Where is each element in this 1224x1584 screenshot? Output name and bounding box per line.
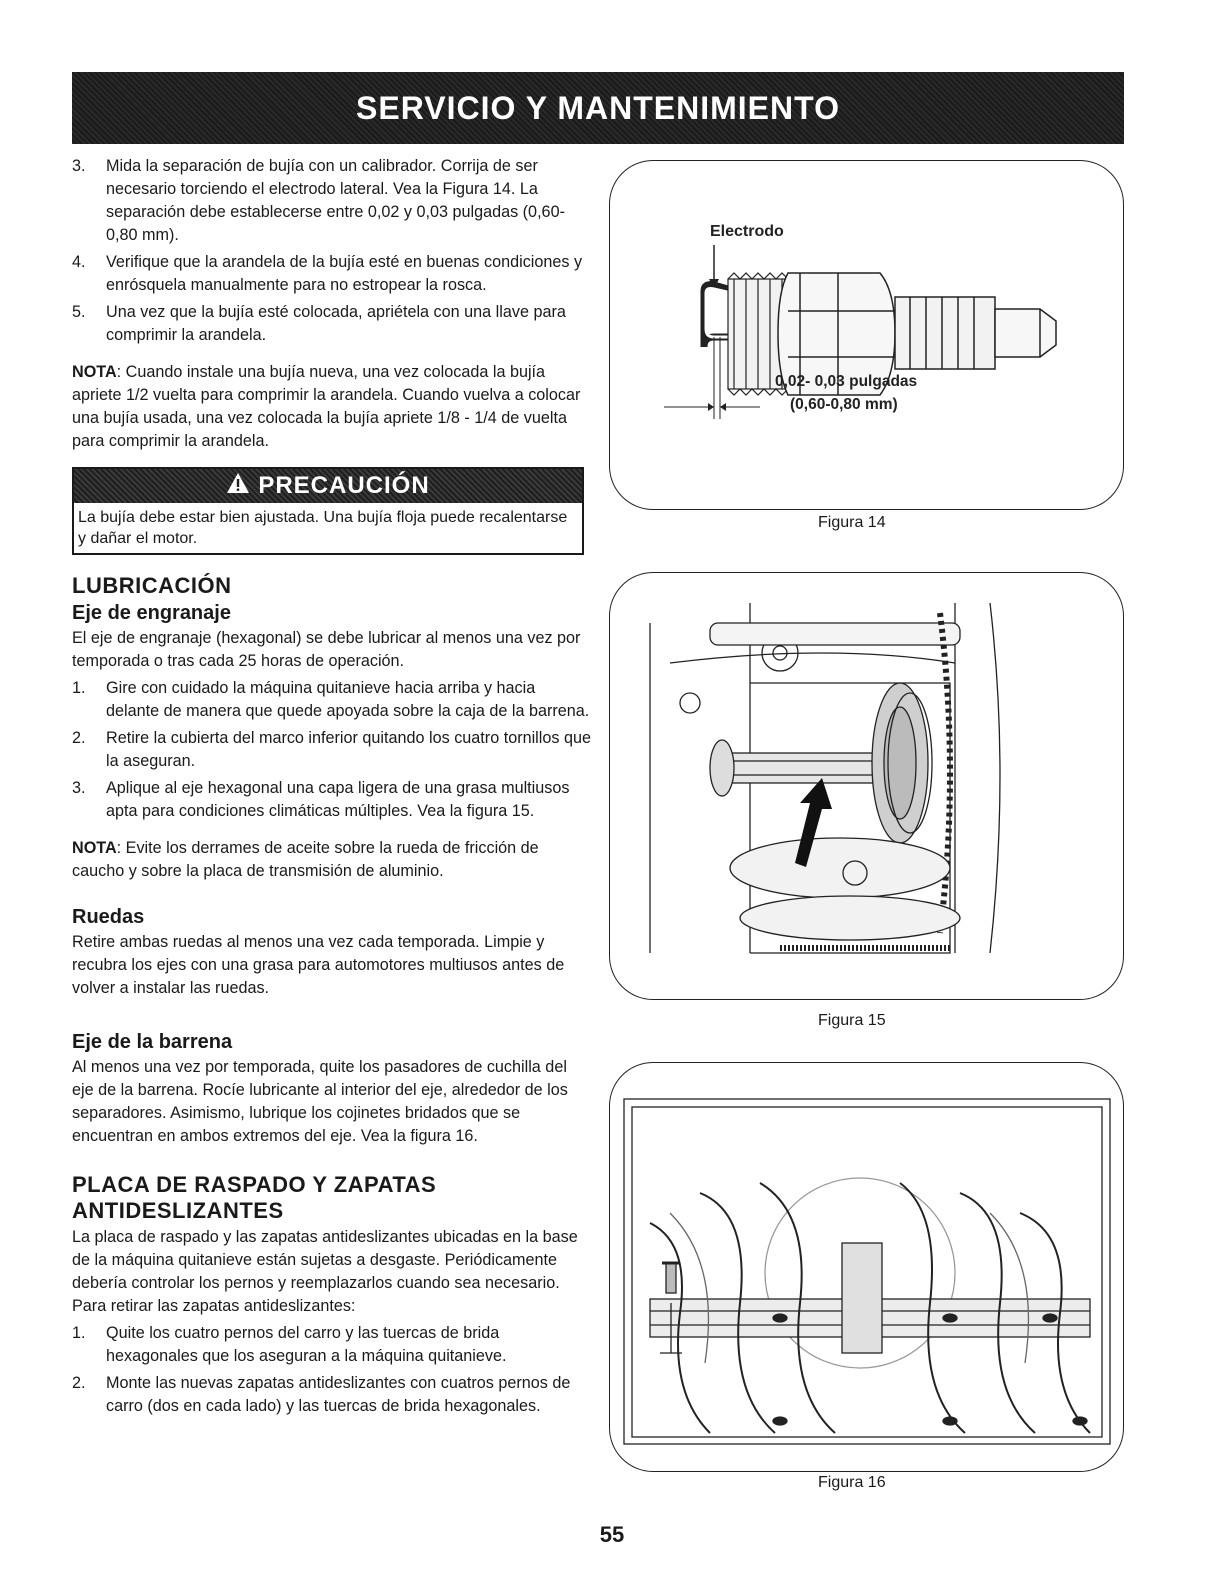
figure-15-gear-shaft	[609, 572, 1124, 1000]
list-item: 3. Aplique al eje hexagonal una capa ligera de una grasa multiusos apta para condiciones climáticas múltiples. Vea la figura 15.	[72, 779, 570, 820]
gear-shaft-note: NOTA: Evite los derrames de aceite sobre la rueda de fricción de caucho y sobre la placa de transmisión de aluminio.	[72, 839, 539, 880]
list-item: 1. Quite los cuatro pernos del carro y las tuercas de brida hexagonales que los aseguran a la máquina quitanieve.	[72, 1324, 507, 1365]
gap-label-mm: (0,60-0,80 mm)	[790, 396, 898, 413]
gear-shaft-intro: El eje de engranaje (hexagonal) se debe lubricar al menos una vez por temporada o tras cada 25 horas de operación.	[72, 629, 581, 670]
wheels-text: Retire ambas ruedas al menos una vez cada temporada. Limpie y recubra los ejes con una grasa para automotores multiusos antes de volver a instalar las ruedas.	[72, 933, 565, 997]
gear-shaft-illustration	[610, 573, 1124, 1000]
gear-shaft-heading: Eje de engranaje	[72, 602, 231, 624]
list-item: 4. Verifique que la arandela de la bujía esté en buenas condiciones y enrósquela manualmente para no estropear la rosca.	[72, 253, 583, 294]
section-title: SERVICIO Y MANTENIMIENTO	[356, 89, 840, 126]
scraper-steps	[72, 1322, 592, 1418]
electrode-label: Electrodo	[710, 223, 784, 240]
caution-title: PRECAUCIÓN	[258, 472, 430, 499]
scraper-subtitle: Para retirar las zapatas antideslizantes:	[72, 1297, 356, 1315]
list-item: 5. Una vez que la bujía esté colocada, apriétela con una llave para comprimir la arandela.	[72, 303, 566, 344]
auger-shaft-text: Al menos una vez por temporada, quite los pasadores de cuchilla del eje de la barrena. Rocíe lubricante al interior del eje, alrededor de los separadores. Asimismo, lubrique los cojinetes bridados que se encuentran en ambos extremos del eje. Vea la figura 16.	[72, 1058, 568, 1145]
figure-16-caption: Figura 16	[818, 1474, 886, 1491]
caution-header	[74, 469, 582, 503]
figure-16-auger	[609, 1062, 1124, 1472]
figure-14-spark-plug	[609, 160, 1124, 510]
wheels-heading: Ruedas	[72, 906, 145, 928]
section-banner	[72, 72, 1124, 144]
page-number: 55	[599, 1522, 625, 1547]
auger-shaft-heading: Eje de la barrena	[72, 1031, 233, 1053]
spark-plug-illustration	[610, 161, 1124, 510]
spark-note: NOTA: Cuando instale una bujía nueva, una vez colocada la bujía apriete 1/2 vuelta para comprimir la arandela. Cuando vuelva a colocar una bujía usada, una vez colocada la bujía apriete 1/8 - 1/4 de vuelta para comprimir la arandela.	[72, 363, 581, 450]
scraper-heading: PLACA DE RASPADO Y ZAPATAS ANTIDESLIZANTES	[72, 1172, 437, 1223]
left-column	[72, 155, 592, 1422]
list-item: 2. Retire la cubierta del marco inferior quitando los cuatro tornillos que la aseguran.	[72, 729, 591, 770]
list-item: 1. Gire con cuidado la máquina quitanieve hacia arriba y hacia delante de manera que quede apoyada sobre la caja de la barrena.	[72, 679, 590, 720]
scraper-intro: La placa de raspado y las zapatas antideslizantes ubicadas en la base de la máquina quitanieve están sujetas a desgaste. Periódicamente debería controlar los pernos y reemplazarlos cuando sea necesario.	[72, 1228, 578, 1292]
spark-plug-steps	[72, 155, 592, 347]
lubrication-heading: LUBRICACIÓN	[72, 573, 232, 598]
caution-text: La bujía debe estar bien ajustada. Una bujía floja puede recalentarse y dañar el motor.	[78, 509, 568, 547]
figure-15-caption: Figura 15	[818, 1012, 886, 1029]
gap-label-inches: 0,02- 0,03 pulgadas	[775, 373, 918, 390]
warning-triangle-icon	[226, 472, 250, 501]
list-item: 3. Mida la separación de bujía con un calibrador. Corrija de ser necesario torciendo el electrodo lateral. Vea la Figura 14. La separación debe establecerse entre 0,02 y 0,03 pulgadas (0,60-0,80 mm).	[72, 157, 565, 244]
list-item: 2. Monte las nuevas zapatas antideslizantes con cuatros pernos de carro (dos en cada lado) y las tuercas de brida hexagonales.	[72, 1374, 571, 1415]
figure-14-caption: Figura 14	[818, 514, 886, 531]
caution-box	[72, 467, 584, 555]
auger-illustration	[610, 1063, 1124, 1472]
gear-shaft-steps	[72, 677, 592, 823]
